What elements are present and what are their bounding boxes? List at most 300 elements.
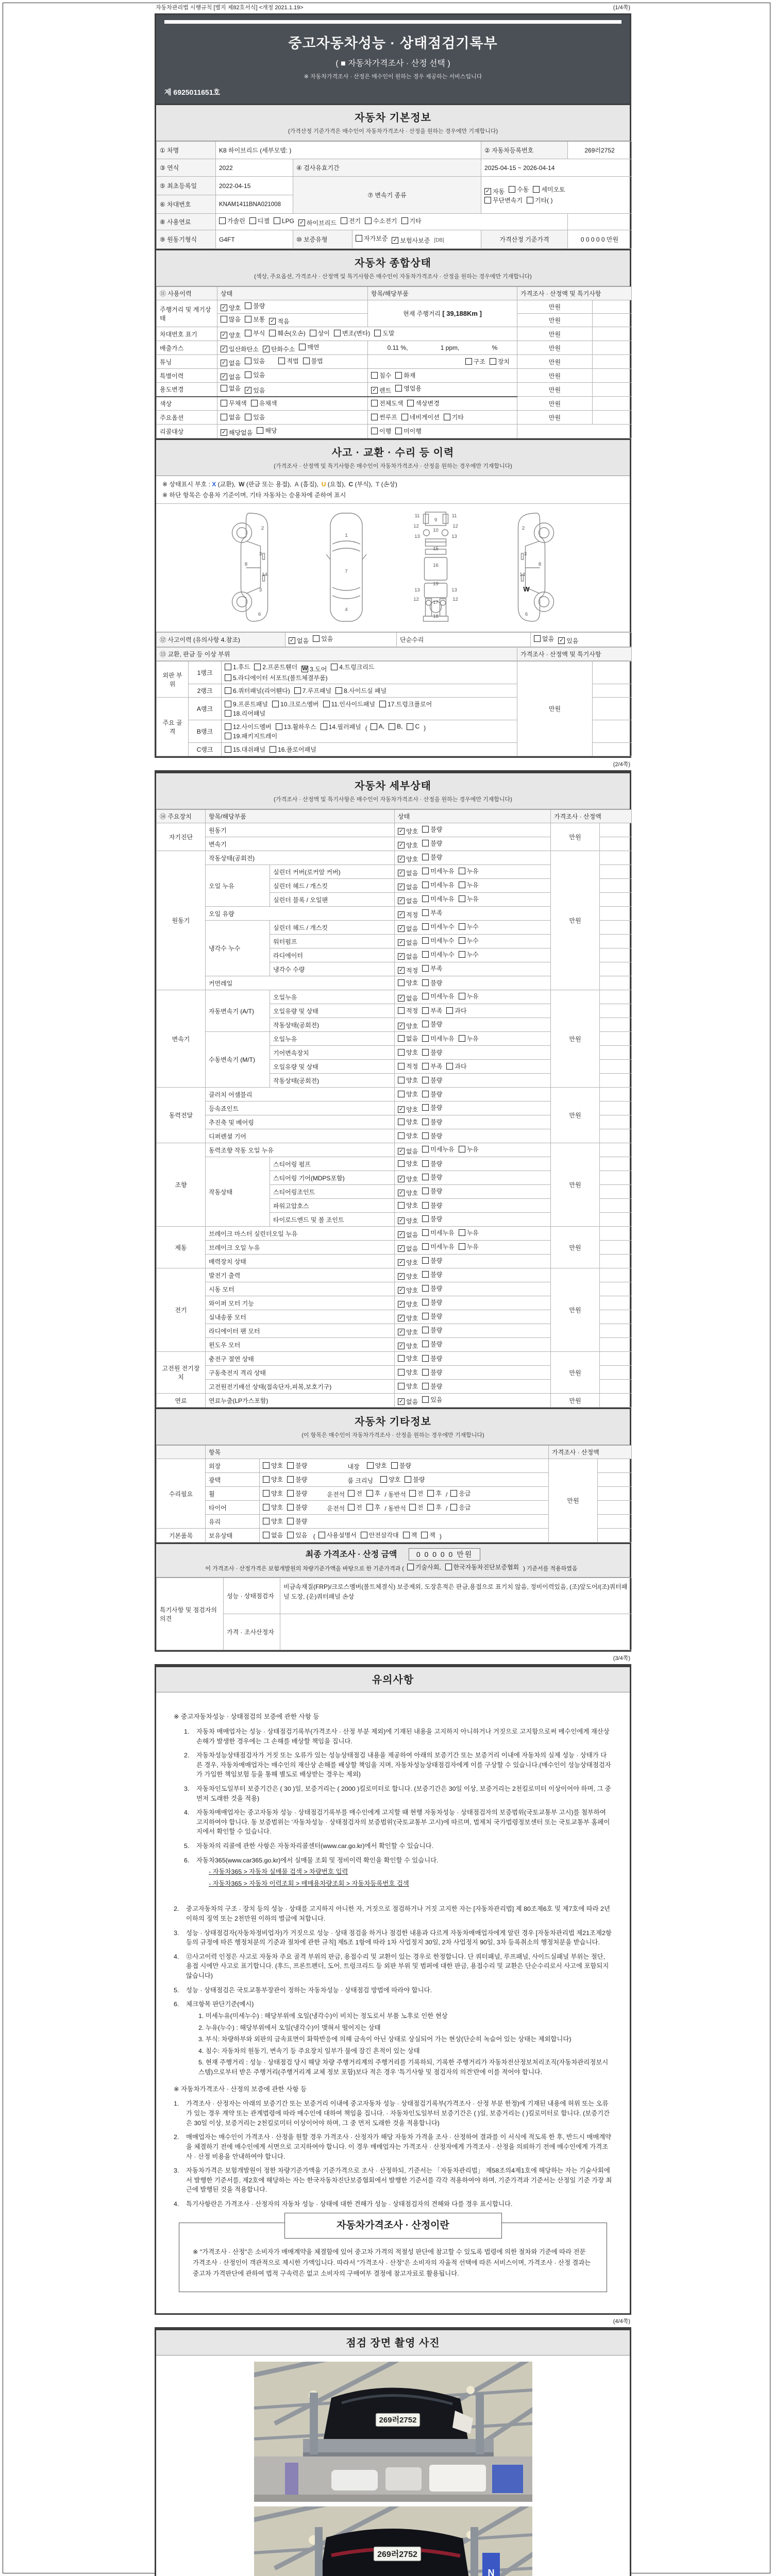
- checkbox-icon[interactable]: ✓: [398, 855, 404, 862]
- checkbox-icon[interactable]: [379, 701, 386, 707]
- checkbox-icon[interactable]: [367, 1462, 374, 1469]
- checkbox-option[interactable]: [398, 1147, 418, 1156]
- checkbox-icon[interactable]: [263, 1490, 270, 1497]
- checkbox-icon[interactable]: [446, 1007, 453, 1014]
- checkbox-icon[interactable]: [263, 1532, 270, 1538]
- checkbox-option[interactable]: [299, 343, 319, 351]
- checkbox-option[interactable]: [422, 1354, 442, 1363]
- checkbox-icon[interactable]: [422, 1341, 429, 1347]
- checkbox-option[interactable]: [225, 709, 265, 718]
- checkbox-icon[interactable]: [398, 1132, 405, 1139]
- checkbox-icon[interactable]: ✓: [398, 869, 404, 876]
- checkbox-option[interactable]: [398, 1230, 418, 1239]
- checkbox-option[interactable]: [321, 722, 361, 731]
- checkbox-icon[interactable]: [422, 1035, 429, 1042]
- checkbox-option[interactable]: [450, 1489, 470, 1498]
- checkbox-option[interactable]: [221, 359, 241, 367]
- checkbox-option[interactable]: [445, 1563, 519, 1571]
- checkbox-icon[interactable]: [225, 674, 231, 681]
- checkbox-option[interactable]: [459, 894, 479, 903]
- checkbox-option[interactable]: [391, 1461, 411, 1470]
- checkbox-icon[interactable]: [422, 1104, 429, 1111]
- checkbox-icon[interactable]: [422, 1383, 429, 1389]
- checkbox-icon[interactable]: [398, 1160, 405, 1167]
- checkbox-icon[interactable]: [245, 330, 251, 336]
- checkbox-icon[interactable]: [269, 330, 276, 336]
- checkbox-option[interactable]: [398, 1244, 418, 1253]
- checkbox-icon[interactable]: [287, 1532, 294, 1538]
- checkbox-option[interactable]: [422, 894, 454, 903]
- checkbox-icon[interactable]: [422, 1369, 429, 1376]
- checkbox-option[interactable]: [422, 908, 442, 917]
- checkbox-icon[interactable]: [395, 372, 402, 379]
- checkbox-icon[interactable]: [422, 1049, 429, 1056]
- checkbox-option[interactable]: [263, 1475, 283, 1484]
- checkbox-icon[interactable]: [366, 1490, 373, 1497]
- checkbox-option[interactable]: [245, 386, 265, 395]
- checkbox-icon[interactable]: ✓: [398, 827, 404, 834]
- checkbox-option[interactable]: [422, 1395, 442, 1404]
- checkbox-icon[interactable]: ✓: [398, 1189, 404, 1196]
- checkbox-option[interactable]: [459, 1145, 479, 1154]
- checkbox-option[interactable]: [366, 1489, 381, 1498]
- checkbox-icon[interactable]: [331, 664, 338, 670]
- checkbox-icon[interactable]: [407, 1564, 414, 1570]
- checkbox-option[interactable]: [422, 922, 454, 931]
- checkbox-icon[interactable]: [422, 1299, 429, 1306]
- checkbox-icon[interactable]: ✓: [398, 897, 404, 904]
- checkbox-icon[interactable]: [422, 1118, 429, 1125]
- checkbox-icon[interactable]: [422, 1132, 429, 1139]
- checkbox-option[interactable]: [221, 331, 241, 340]
- checkbox-icon[interactable]: ✓: [221, 373, 227, 380]
- checkbox-icon[interactable]: ✓: [289, 637, 295, 643]
- checkbox-option[interactable]: [245, 301, 265, 310]
- checkbox-icon[interactable]: [422, 937, 429, 944]
- checkbox-icon[interactable]: [422, 1146, 429, 1153]
- checkbox-option[interactable]: [422, 992, 454, 1001]
- checkbox-icon[interactable]: [427, 1490, 434, 1497]
- checkbox-option[interactable]: [398, 1034, 418, 1043]
- checkbox-icon[interactable]: [422, 1063, 429, 1070]
- checkbox-icon[interactable]: ✓: [398, 841, 404, 848]
- checkbox-icon[interactable]: [299, 344, 306, 350]
- checkbox-option[interactable]: [527, 196, 553, 205]
- checkbox-icon[interactable]: [422, 923, 429, 930]
- checkbox-icon[interactable]: [371, 723, 377, 730]
- checkbox-icon[interactable]: [422, 826, 429, 833]
- checkbox-icon[interactable]: ✓: [398, 911, 404, 918]
- checkbox-option[interactable]: [398, 1076, 418, 1084]
- checkbox-option[interactable]: [287, 1461, 307, 1470]
- checkbox-icon[interactable]: [459, 993, 465, 999]
- checkbox-icon[interactable]: [348, 1504, 355, 1511]
- checkbox-icon[interactable]: [361, 1532, 367, 1538]
- checkbox-icon[interactable]: [251, 400, 258, 406]
- checkbox-option[interactable]: [221, 413, 241, 421]
- checkbox-option[interactable]: [490, 357, 510, 366]
- checkbox-icon[interactable]: [274, 217, 280, 224]
- checkbox-option[interactable]: [398, 938, 418, 947]
- checkbox-option[interactable]: [272, 700, 319, 708]
- checkbox-icon[interactable]: [422, 1229, 429, 1236]
- checkbox-option[interactable]: [254, 663, 297, 671]
- checkbox-option[interactable]: [245, 357, 265, 365]
- checkbox-icon[interactable]: [422, 1271, 429, 1278]
- checkbox-option[interactable]: [245, 315, 265, 324]
- checkbox-option[interactable]: [422, 1090, 442, 1098]
- checkbox-icon[interactable]: [287, 1490, 294, 1497]
- checkbox-icon[interactable]: ✓: [221, 429, 227, 435]
- checkbox-option[interactable]: [398, 1105, 418, 1114]
- checkbox-option[interactable]: [422, 1187, 442, 1195]
- checkbox-icon[interactable]: ✓: [221, 359, 227, 366]
- checkbox-icon[interactable]: [422, 1355, 429, 1362]
- checkbox-icon[interactable]: [221, 316, 227, 323]
- checkbox-icon[interactable]: [422, 1285, 429, 1292]
- checkbox-option[interactable]: [221, 303, 241, 312]
- checkbox-option[interactable]: [465, 357, 485, 366]
- checkbox-option[interactable]: [274, 217, 294, 225]
- checkbox-option[interactable]: [422, 1284, 442, 1293]
- checkbox-option[interactable]: [221, 345, 259, 353]
- checkbox-icon[interactable]: [263, 1462, 270, 1469]
- checkbox-option[interactable]: [398, 1368, 418, 1377]
- checkbox-icon[interactable]: ✓: [393, 237, 398, 243]
- checkbox-option[interactable]: [371, 427, 391, 435]
- checkbox-icon[interactable]: [407, 723, 413, 730]
- checkbox-option[interactable]: [287, 1517, 307, 1526]
- checkbox-option[interactable]: [422, 1298, 442, 1307]
- checkbox-option[interactable]: [398, 1022, 418, 1030]
- checkbox-icon[interactable]: [272, 701, 279, 707]
- checkbox-option[interactable]: [221, 428, 253, 437]
- checkbox-icon[interactable]: [371, 372, 378, 379]
- checkbox-option[interactable]: [422, 1159, 442, 1168]
- checkbox-option[interactable]: [422, 1145, 454, 1154]
- checkbox-option[interactable]: [395, 371, 415, 380]
- checkbox-option[interactable]: [221, 399, 247, 408]
- checkbox-option[interactable]: [276, 722, 316, 731]
- checkbox-icon[interactable]: [398, 1035, 405, 1042]
- checkbox-icon[interactable]: ✓: [398, 1273, 404, 1279]
- checkbox-icon[interactable]: [422, 1091, 429, 1097]
- checkbox-option[interactable]: [225, 663, 250, 671]
- checkbox-icon[interactable]: ✓: [263, 345, 269, 352]
- checkbox-option[interactable]: [392, 236, 430, 245]
- checkbox-icon[interactable]: ✓: [398, 1398, 404, 1404]
- checkbox-icon[interactable]: [221, 414, 227, 420]
- checkbox-icon[interactable]: [459, 1146, 465, 1153]
- checkbox-option[interactable]: [310, 329, 330, 337]
- checkbox-icon[interactable]: [287, 1504, 294, 1511]
- checkbox-icon[interactable]: ✓: [398, 953, 404, 959]
- checkbox-option[interactable]: [225, 722, 272, 731]
- checkbox-option[interactable]: [534, 634, 554, 643]
- checkbox-icon[interactable]: ✓: [398, 1259, 404, 1265]
- checkbox-icon[interactable]: ✓: [398, 967, 404, 973]
- checkbox-option[interactable]: [263, 345, 295, 353]
- checkbox-option[interactable]: [221, 315, 241, 324]
- checkbox-option[interactable]: [257, 426, 277, 435]
- checkbox-icon[interactable]: [225, 687, 231, 694]
- checkbox-option[interactable]: [427, 1489, 442, 1498]
- checkbox-option[interactable]: [421, 1531, 435, 1539]
- checkbox-icon[interactable]: [270, 746, 276, 753]
- checkbox-icon[interactable]: [422, 1327, 429, 1333]
- checkbox-option[interactable]: [398, 1159, 418, 1168]
- checkbox-option[interactable]: [221, 384, 241, 393]
- checkbox-icon[interactable]: [490, 358, 496, 365]
- checkbox-option[interactable]: [398, 1258, 418, 1267]
- checkbox-option[interactable]: [422, 1382, 442, 1391]
- checkbox-option[interactable]: [287, 1531, 307, 1539]
- checkbox-option[interactable]: [366, 1503, 381, 1512]
- checkbox-icon[interactable]: [444, 414, 450, 420]
- checkbox-icon[interactable]: ✓: [398, 1245, 404, 1251]
- checkbox-option[interactable]: [558, 636, 578, 645]
- checkbox-option[interactable]: [398, 966, 418, 975]
- checkbox-icon[interactable]: [422, 1160, 429, 1167]
- checkbox-option[interactable]: [361, 1531, 399, 1539]
- checkbox-icon[interactable]: [278, 358, 285, 364]
- checkbox-icon[interactable]: ✓: [398, 994, 404, 1001]
- checkbox-option[interactable]: [225, 686, 290, 695]
- checkbox-option[interactable]: [422, 1020, 442, 1028]
- checkbox-icon[interactable]: ✓: [398, 1175, 404, 1182]
- checkbox-option[interactable]: [348, 1503, 362, 1512]
- checkbox-option[interactable]: [422, 880, 454, 889]
- checkbox-icon[interactable]: W: [302, 666, 308, 672]
- checkbox-option[interactable]: [398, 1090, 418, 1098]
- checkbox-icon[interactable]: [465, 358, 472, 365]
- checkbox-icon[interactable]: [459, 1243, 465, 1250]
- checkbox-icon[interactable]: [427, 1504, 434, 1511]
- checkbox-option[interactable]: [331, 663, 374, 671]
- checkbox-option[interactable]: [356, 234, 388, 243]
- checkbox-option[interactable]: [405, 1475, 425, 1484]
- checkbox-icon[interactable]: [245, 316, 251, 323]
- checkbox-option[interactable]: [422, 1062, 442, 1071]
- checkbox-icon[interactable]: [249, 217, 256, 224]
- checkbox-option[interactable]: [371, 413, 397, 421]
- checkbox-option[interactable]: [371, 399, 403, 408]
- checkbox-option[interactable]: [444, 413, 464, 421]
- checkbox-option[interactable]: [365, 216, 397, 225]
- checkbox-option[interactable]: [303, 357, 323, 365]
- checkbox-option[interactable]: [398, 1342, 418, 1350]
- checkbox-icon[interactable]: [422, 1202, 429, 1209]
- checkbox-option[interactable]: [398, 1382, 418, 1391]
- checkbox-icon[interactable]: [371, 400, 378, 406]
- checkbox-icon[interactable]: [263, 1518, 270, 1524]
- checkbox-icon[interactable]: [459, 1035, 465, 1042]
- checkbox-icon[interactable]: [401, 217, 408, 224]
- checkbox-icon[interactable]: [348, 1490, 355, 1497]
- checkbox-option[interactable]: [398, 994, 418, 1003]
- checkbox-icon[interactable]: [422, 979, 429, 986]
- checkbox-icon[interactable]: [484, 197, 491, 204]
- checkbox-icon[interactable]: ✓: [398, 1217, 404, 1224]
- checkbox-icon[interactable]: [533, 186, 540, 193]
- checkbox-icon[interactable]: [225, 710, 231, 717]
- checkbox-icon[interactable]: [446, 1063, 453, 1070]
- checkbox-icon[interactable]: [374, 330, 381, 336]
- checkbox-icon[interactable]: ✓: [246, 387, 251, 394]
- checkbox-icon[interactable]: ✓: [398, 1231, 404, 1238]
- checkbox-option[interactable]: [269, 329, 305, 337]
- checkbox-option[interactable]: [398, 1189, 418, 1197]
- checkbox-icon[interactable]: ✓: [372, 387, 377, 394]
- checkbox-icon[interactable]: [356, 235, 362, 242]
- checkbox-option[interactable]: [323, 700, 375, 708]
- checkbox-icon[interactable]: [398, 1369, 405, 1376]
- checkbox-option[interactable]: [409, 1489, 424, 1498]
- checkbox-option[interactable]: [367, 1461, 387, 1470]
- checkbox-option[interactable]: [422, 867, 454, 875]
- checkbox-option[interactable]: [398, 883, 418, 891]
- checkbox-option[interactable]: [422, 936, 454, 945]
- checkbox-option[interactable]: [398, 924, 418, 933]
- checkbox-option[interactable]: [335, 686, 386, 695]
- checkbox-option[interactable]: [446, 1006, 466, 1015]
- checkbox-icon[interactable]: [287, 1476, 294, 1483]
- checkbox-option[interactable]: [398, 896, 418, 905]
- checkbox-icon[interactable]: [459, 1229, 465, 1236]
- checkbox-option[interactable]: [407, 399, 439, 408]
- checkbox-icon[interactable]: [389, 723, 395, 730]
- checkbox-icon[interactable]: [422, 895, 429, 902]
- checkbox-option[interactable]: [459, 1034, 479, 1043]
- checkbox-option[interactable]: [334, 329, 370, 337]
- checkbox-option[interactable]: [287, 1475, 307, 1484]
- checkbox-icon[interactable]: [245, 414, 251, 420]
- checkbox-option[interactable]: [398, 1201, 418, 1210]
- checkbox-option[interactable]: [398, 869, 418, 877]
- checkbox-option[interactable]: [459, 1242, 479, 1251]
- checkbox-option[interactable]: [398, 1131, 418, 1140]
- checkbox-icon[interactable]: [422, 1313, 429, 1319]
- checkbox-icon[interactable]: [422, 1257, 429, 1264]
- checkbox-option[interactable]: [422, 1173, 442, 1181]
- checkbox-icon[interactable]: ✓: [398, 925, 404, 931]
- checkbox-icon[interactable]: [294, 687, 301, 694]
- checkbox-option[interactable]: [379, 700, 432, 708]
- checkbox-option[interactable]: [269, 317, 289, 326]
- checkbox-option[interactable]: [225, 673, 328, 682]
- checkbox-icon[interactable]: [221, 400, 227, 406]
- checkbox-option[interactable]: [398, 1272, 418, 1281]
- checkbox-option[interactable]: [398, 978, 418, 987]
- checkbox-option[interactable]: [398, 1354, 418, 1363]
- checkbox-icon[interactable]: [422, 1007, 429, 1014]
- checkbox-option[interactable]: [278, 357, 298, 365]
- checkbox-option[interactable]: [409, 1503, 424, 1512]
- checkbox-icon[interactable]: [450, 1504, 457, 1511]
- checkbox-icon[interactable]: [409, 1490, 416, 1497]
- checkbox-icon[interactable]: [366, 1504, 373, 1511]
- checkbox-icon[interactable]: [287, 1518, 294, 1524]
- checkbox-option[interactable]: [263, 1503, 283, 1512]
- checkbox-option[interactable]: [289, 636, 309, 645]
- checkbox-option[interactable]: [398, 1286, 418, 1295]
- checkbox-icon[interactable]: [398, 1077, 405, 1083]
- checkbox-icon[interactable]: [409, 1504, 416, 1511]
- checkbox-option[interactable]: [422, 825, 442, 834]
- checkbox-icon[interactable]: [245, 358, 251, 364]
- checkbox-option[interactable]: [221, 372, 241, 381]
- checkbox-icon[interactable]: [421, 1532, 428, 1538]
- checkbox-icon[interactable]: [401, 414, 408, 420]
- checkbox-option[interactable]: [395, 427, 422, 435]
- checkbox-icon[interactable]: [380, 1476, 387, 1483]
- checkbox-icon[interactable]: [422, 951, 429, 958]
- checkbox-icon[interactable]: [534, 635, 541, 642]
- checkbox-icon[interactable]: ✓: [398, 1022, 404, 1029]
- checkbox-icon[interactable]: [257, 427, 263, 434]
- checkbox-option[interactable]: [422, 964, 442, 973]
- checkbox-option[interactable]: [380, 1475, 400, 1484]
- checkbox-option[interactable]: [422, 839, 442, 848]
- checkbox-option[interactable]: [245, 329, 265, 337]
- checkbox-option[interactable]: [459, 936, 479, 945]
- checkbox-option[interactable]: [459, 950, 479, 959]
- checkbox-option[interactable]: [422, 1103, 442, 1112]
- checkbox-option[interactable]: [484, 196, 523, 205]
- checkbox-icon[interactable]: [225, 701, 231, 707]
- checkbox-option[interactable]: [422, 1131, 442, 1140]
- checkbox-option[interactable]: [318, 1531, 357, 1539]
- checkbox-option[interactable]: [427, 1503, 442, 1512]
- checkbox-icon[interactable]: ✓: [398, 1342, 404, 1349]
- checkbox-icon[interactable]: [422, 1215, 429, 1222]
- checkbox-option[interactable]: [422, 1048, 442, 1057]
- checkbox-icon[interactable]: [341, 217, 347, 224]
- checkbox-icon[interactable]: ✓: [221, 345, 227, 352]
- checkbox-icon[interactable]: ✓: [398, 939, 404, 945]
- checkbox-option[interactable]: [401, 413, 440, 421]
- checkbox-icon[interactable]: ✓: [398, 1286, 404, 1293]
- checkbox-icon[interactable]: [321, 723, 327, 730]
- checkbox-icon[interactable]: [287, 1462, 294, 1469]
- checkbox-option[interactable]: [219, 216, 245, 225]
- checkbox-option[interactable]: [422, 1256, 442, 1265]
- checkbox-icon[interactable]: [422, 1188, 429, 1194]
- checkbox-icon[interactable]: [221, 385, 227, 392]
- checkbox-option[interactable]: [287, 1489, 307, 1498]
- checkbox-option[interactable]: [509, 185, 529, 194]
- checkbox-icon[interactable]: [527, 197, 533, 204]
- checkbox-option[interactable]: [371, 386, 391, 395]
- checkbox-option[interactable]: [422, 1242, 454, 1251]
- checkbox-icon[interactable]: [422, 868, 429, 874]
- checkbox-option[interactable]: [225, 732, 277, 740]
- checkbox-option[interactable]: [398, 1062, 418, 1071]
- checkbox-option[interactable]: [459, 880, 479, 889]
- checkbox-icon[interactable]: [303, 358, 310, 364]
- checkbox-icon[interactable]: [391, 1462, 398, 1469]
- checkbox-option[interactable]: [398, 1314, 418, 1323]
- checkbox-option[interactable]: [422, 1368, 442, 1377]
- checkbox-icon[interactable]: [459, 951, 465, 958]
- checkbox-icon[interactable]: [509, 186, 515, 193]
- checkbox-icon[interactable]: [398, 1049, 405, 1056]
- checkbox-icon[interactable]: [245, 302, 251, 309]
- checkbox-option[interactable]: [348, 1489, 362, 1498]
- checkbox-icon[interactable]: [371, 414, 378, 420]
- checkbox-option[interactable]: [459, 867, 479, 875]
- checkbox-option[interactable]: [398, 827, 418, 836]
